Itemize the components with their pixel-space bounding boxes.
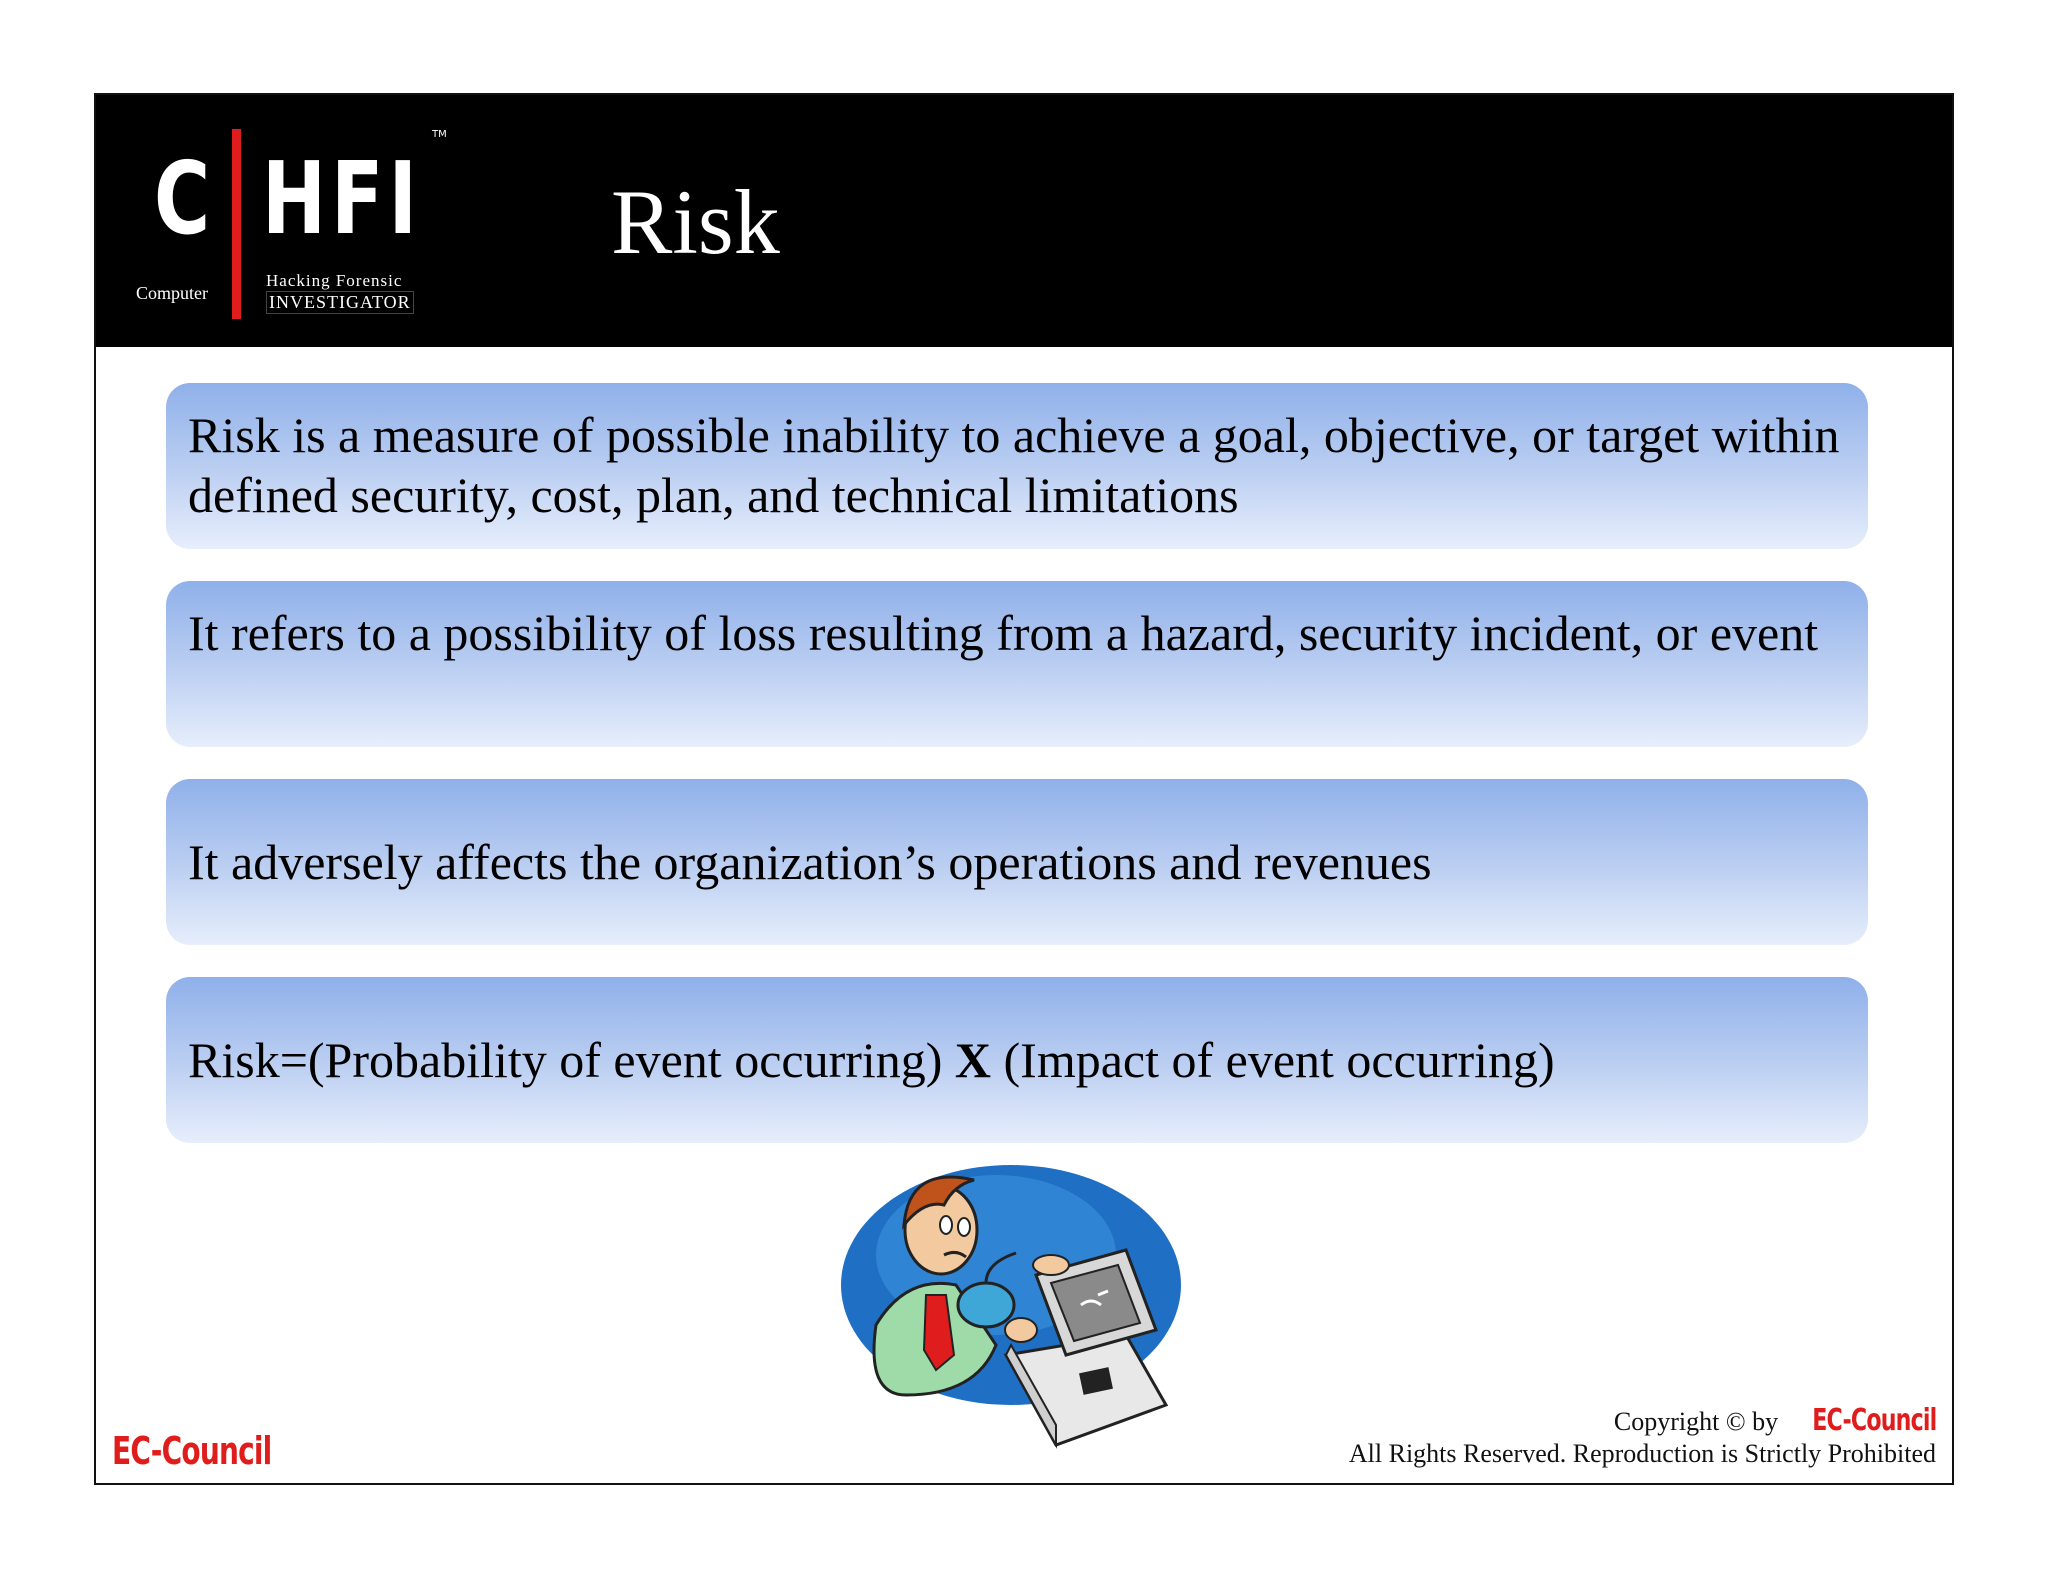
formula-impact: (Impact of event occurring) bbox=[991, 1032, 1555, 1088]
logo-trademark: TM bbox=[432, 129, 447, 140]
ec-council-logo: EC-Council bbox=[112, 1429, 272, 1473]
copyright-brand: EC-Council bbox=[1811, 1403, 1936, 1438]
definition-box-3 bbox=[166, 779, 1868, 945]
definition-box-2 bbox=[166, 581, 1868, 747]
definition-box-1 bbox=[166, 383, 1868, 549]
logo-hacking-forensic-label: Hacking Forensic bbox=[266, 271, 403, 290]
slide-header bbox=[96, 95, 1952, 347]
rights-line: All Rights Reserved. Reproduction is Strictly Prohibited bbox=[1348, 1439, 1936, 1468]
definition-text-1: Risk is a measure of possible inability to achieve a goal, objective, or target within defined security, cost, plan, and technical limitations bbox=[188, 407, 1840, 523]
risk-formula-box bbox=[166, 977, 1868, 1143]
logo-red-bar bbox=[232, 129, 241, 319]
logo-letter-c: C bbox=[154, 140, 211, 257]
copyright-line bbox=[1349, 1405, 1936, 1438]
definition-text-2: It refers to a possibility of loss resulting from a hazard, security incident, or event bbox=[188, 605, 1819, 661]
copyright-notice bbox=[1349, 1405, 1936, 1470]
slide bbox=[94, 93, 1954, 1485]
copyright-prefix: Copyright © by bbox=[1613, 1407, 1785, 1436]
worried-man-with-computer-icon bbox=[836, 1155, 1196, 1455]
definition-text-3: It adversely affects the organization’s operations and revenues bbox=[188, 834, 1432, 890]
logo-computer-label: Computer bbox=[136, 283, 208, 303]
formula-multiply-sign: X bbox=[954, 1032, 992, 1088]
risk-formula-text bbox=[188, 1030, 1848, 1090]
logo-investigator-label: INVESTIGATOR bbox=[266, 291, 414, 314]
formula-probability: Risk=(Probability of event occurring) bbox=[188, 1032, 955, 1088]
logo-letters-hfi: HFI bbox=[262, 140, 422, 257]
chfi-logo bbox=[136, 113, 456, 313]
slide-title: Risk bbox=[611, 171, 780, 273]
